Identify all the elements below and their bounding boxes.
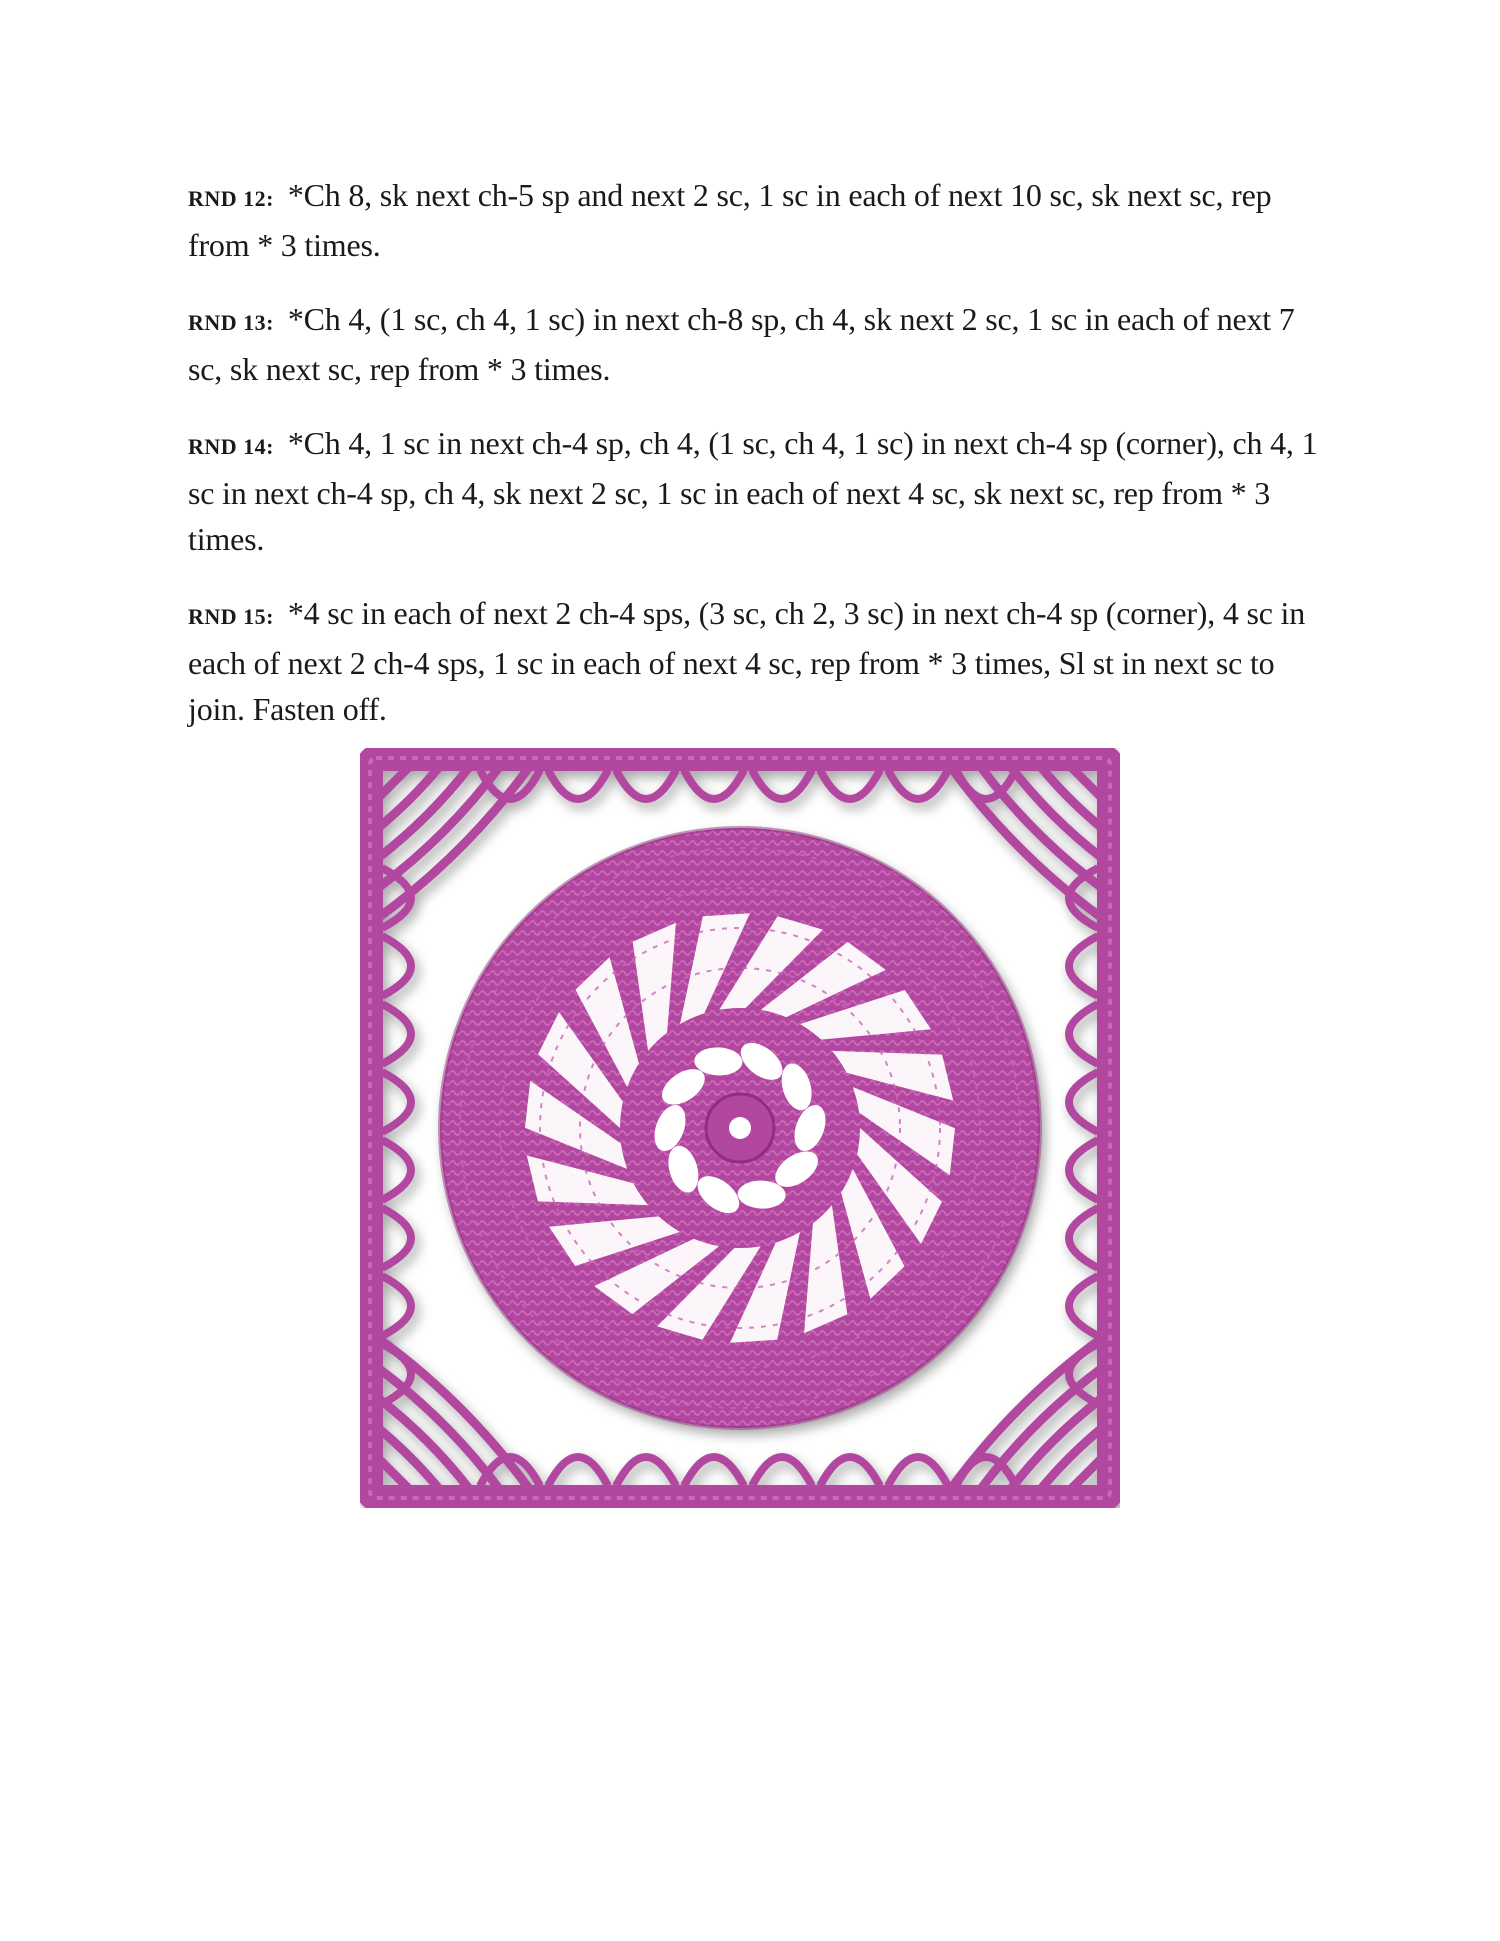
bottom-lace-chain (752, 1457, 812, 1486)
corner-lace-chain (1040, 766, 1102, 828)
center-hole (729, 1117, 751, 1139)
round-15-instruction (188, 590, 1318, 732)
right-lace-chain (1069, 936, 1098, 996)
top-lace-chain (616, 770, 676, 799)
corner-lace-chain (1040, 1428, 1102, 1490)
crochet-square-photo (360, 748, 1120, 1508)
round-label: RND 14: (188, 434, 274, 459)
right-lace-chain (1069, 1276, 1098, 1336)
left-lace-chain (382, 936, 411, 996)
right-lace-chain (1069, 1208, 1098, 1268)
round-12-instruction (188, 172, 1318, 268)
right-lace-chain (1069, 1004, 1098, 1064)
top-lace-chain (548, 770, 608, 799)
top-lace-chain (820, 770, 880, 799)
round-text: *Ch 4, (1 sc, ch 4, 1 sc) in next ch-8 sp, ch 4, sk next 2 sc, 1 sc in each of next 7 sc, sk next sc, rep from * 3 times. (188, 301, 1295, 387)
left-lace-chain (382, 1140, 411, 1200)
right-lace-chain (1069, 1140, 1098, 1200)
round-label: RND 12: (188, 186, 274, 211)
bottom-lace-chain (684, 1457, 744, 1486)
round-text: *Ch 4, 1 sc in next ch-4 sp, ch 4, (1 sc, ch 4, 1 sc) in next ch-4 sp (corner), ch 4, 1 sc in next ch-4 sp, ch 4, sk next 2 sc, 1 sc in each of next 4 sc, sk next sc, rep from * 3 times. (188, 425, 1318, 557)
top-lace-chain (888, 770, 948, 799)
top-lace-chain (684, 770, 744, 799)
crochet-square-illustration (360, 748, 1120, 1508)
round-13-instruction (188, 296, 1318, 392)
bottom-lace-chain (888, 1457, 948, 1486)
round-14-instruction (188, 420, 1318, 562)
round-label: RND 15: (188, 604, 274, 629)
left-lace-chain (382, 1208, 411, 1268)
left-lace-chain (382, 1004, 411, 1064)
bottom-lace-chain (548, 1457, 608, 1486)
bottom-lace-chain (820, 1457, 880, 1486)
top-lace-chain (752, 770, 812, 799)
left-lace-chain (382, 1072, 411, 1132)
corner-lace-chain (378, 766, 440, 828)
round-text: *Ch 8, sk next ch-5 sp and next 2 sc, 1 sc in each of next 10 sc, sk next sc, rep from * 3 times. (188, 177, 1272, 263)
round-label: RND 13: (188, 310, 274, 335)
pattern-instructions (188, 172, 1318, 760)
round-text: *4 sc in each of next 2 ch-4 sps, (3 sc, ch 2, 3 sc) in next ch-4 sp (corner), 4 sc in each of next 2 ch-4 sps, 1 sc in each of next 4 sc, rep from * 3 times, Sl st in next sc to join. Fasten off. (188, 595, 1305, 727)
bottom-lace-chain (616, 1457, 676, 1486)
corner-lace-chain (378, 1428, 440, 1490)
right-lace-chain (1069, 1072, 1098, 1132)
left-lace-chain (382, 1276, 411, 1336)
